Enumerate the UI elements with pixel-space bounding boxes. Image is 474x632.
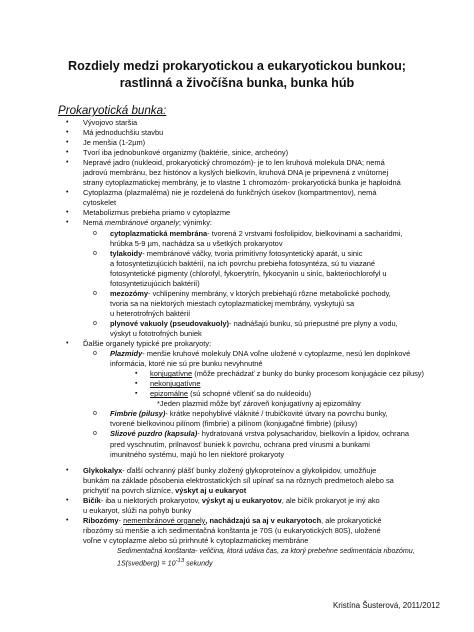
list-item: ▪ nekonjugatívne	[135, 379, 201, 389]
list-item: o Fimbrie (pilusy)- krátke nepohyblivé vláknité / trubičkovité útvary na povrchu bunky, tvorené bielkovinou pilínom (fimbrie) a pilínom (konjugačné fimbrie) (pilusy)	[93, 409, 388, 429]
list-item: • Cytoplazma (plazmaléma) nie je rozdelená do funkčných úsekov (kompartmentov), nemá cytoskelet	[66, 188, 377, 208]
footnote: Sedimentačná konštanta- veličina, ktorá udáva čas, za ktorý prebehne sedimentácia ribozómu, 1S(svedberg) = $10^{-13}$ sekundy	[117, 546, 415, 568]
list-item: • Ďalšie organely typické pre prokaryoty:	[66, 339, 212, 349]
list-item: • Je menšia (1-2µm)	[66, 138, 146, 148]
list-item: o plynové vakuoly (pseudovakuoly)- nadnášajú bunku, sú priepustné pre plyny a vodu, výskyt u fototrofných buniek	[93, 318, 398, 338]
list-item: o mezozómy- vchlipeniny membrány, v ktorých prebiehajú rôzne metabolické pochody, tvoria sa na niektorých miestach cytoplazmatickej membrány, vyskytujú sa u heterotrofných baktérií	[93, 288, 391, 318]
section-heading: Prokaryotická bunka:	[58, 104, 167, 117]
list-item: • Ribozómy- nemembránové organely, nachádzajú sa aj v eukaryotoch, ale prokaryotické ribozómy sú menšie a ich sedimentačná konštanta je 70S (u eukaryotických 80S), uložené voľne v cytoplazme alebo sú prirhnuté k cytoplazmatickej membráne	[66, 515, 382, 545]
section-heading-label: Prokaryotická bunka	[58, 104, 164, 117]
list-item: ▪ epizomálne (sú schopné včleniť sa do nukleoidu)	[135, 389, 312, 399]
list-item: • Nepravé jadro (nukleoid, prokaryotický chromozóm)- je to len kruhová molekula DNA; nemá jadrovú membránu, bez histónov a kyslých bielkovín, kruhová DNA je pripevnená z vnútornej strany cytoplazmatickej membrány, je to vlastne 1 chromozóm- prokaryotická bunka je haploidná	[66, 158, 401, 188]
list-item: • Nemá membránové organely; výnimky:	[66, 218, 212, 228]
list-item: o cytoplazmatická membrána- tvorená 2 vrstvami fosfolipidov, bielkovinami a sacharidmi, hrúbka 5-9 µm, nachádza sa u všetkých prokaryotov	[93, 228, 403, 248]
list-item: ▪ konjugatívne (môže prechádzať z bunky do bunky procesom konjugácie cez pilusy)	[135, 369, 425, 379]
list-item: *Jeden plazmid môže byť zároveň konjugatívny aj epizomálny	[157, 399, 361, 409]
footer-author: Kristína Šusterová, 2011/2012	[332, 601, 440, 610]
list-item: o Plazmidy- menšie kruhové molekuly DNA voľne uložené v cytoplazme, nesú len doplnkové informácia, ktoré nie sú pre bunku nevyhnutné	[93, 349, 411, 369]
list-item: • Glykokalyx- ďalší ochranný plášť bunky zložený glykoproteínov a glykolipidov, umožňuje bunkám na základe pôsobenia elektrostatických síl upínať sa na rôznych predmetoch alebo sa prichytiť na povrch slizníce, výskyt aj u eukaryot	[66, 465, 394, 495]
list-item: • Má jednoduchšiu stavbu	[66, 128, 164, 138]
page-title	[0, 58, 474, 92]
title-line-2: rastlinná a živočíšna bunka, bunka húb	[119, 76, 355, 90]
list-item: • Vývojovo staršia	[66, 118, 138, 127]
list-item: • Metabolizmus prebieha priamo v cytoplazme	[66, 208, 231, 218]
document-body	[0, 118, 474, 568]
list-item: o Slizové puzdro (kapsula)- hydratovaná vrstva polysacharidov, bielkovín a lipidov, ochrana pred vyschnutím, prilnavosť buniek k povrchu, ochrana pred vírusmi a bunkami imunitného systému, majú ho len niektoré prokaryoty	[93, 429, 410, 459]
title-line-1: Rozdiely medzi prokaryotickou a eukaryotickou bunkou;	[67, 59, 406, 73]
list-item: • Bičík- iba u niektorých prokaryotov, výskyt aj u eukaryotov, ale bičík prokaryot je iný ako u eukaryot, slúži na pohyb bunky	[66, 495, 380, 515]
list-item: o tylakoidy- membránové váčky, tvoria primitívny fotosyntetický aparát, u sinic a fotosyntetizujúcich baktérií, na ich povrchu prebieha fotosyntéza, sú tu viazané fotosyntetické pigmenty (chlorofyl, fykoerytrín, fykocyanín u siníc, bakteriochlorofyl u fotosyntetizujúcich baktérií)	[93, 248, 387, 288]
list-item: • Tvorí iba jednobunkové organizmy (baktérie, sinice, archeóny)	[66, 148, 289, 158]
